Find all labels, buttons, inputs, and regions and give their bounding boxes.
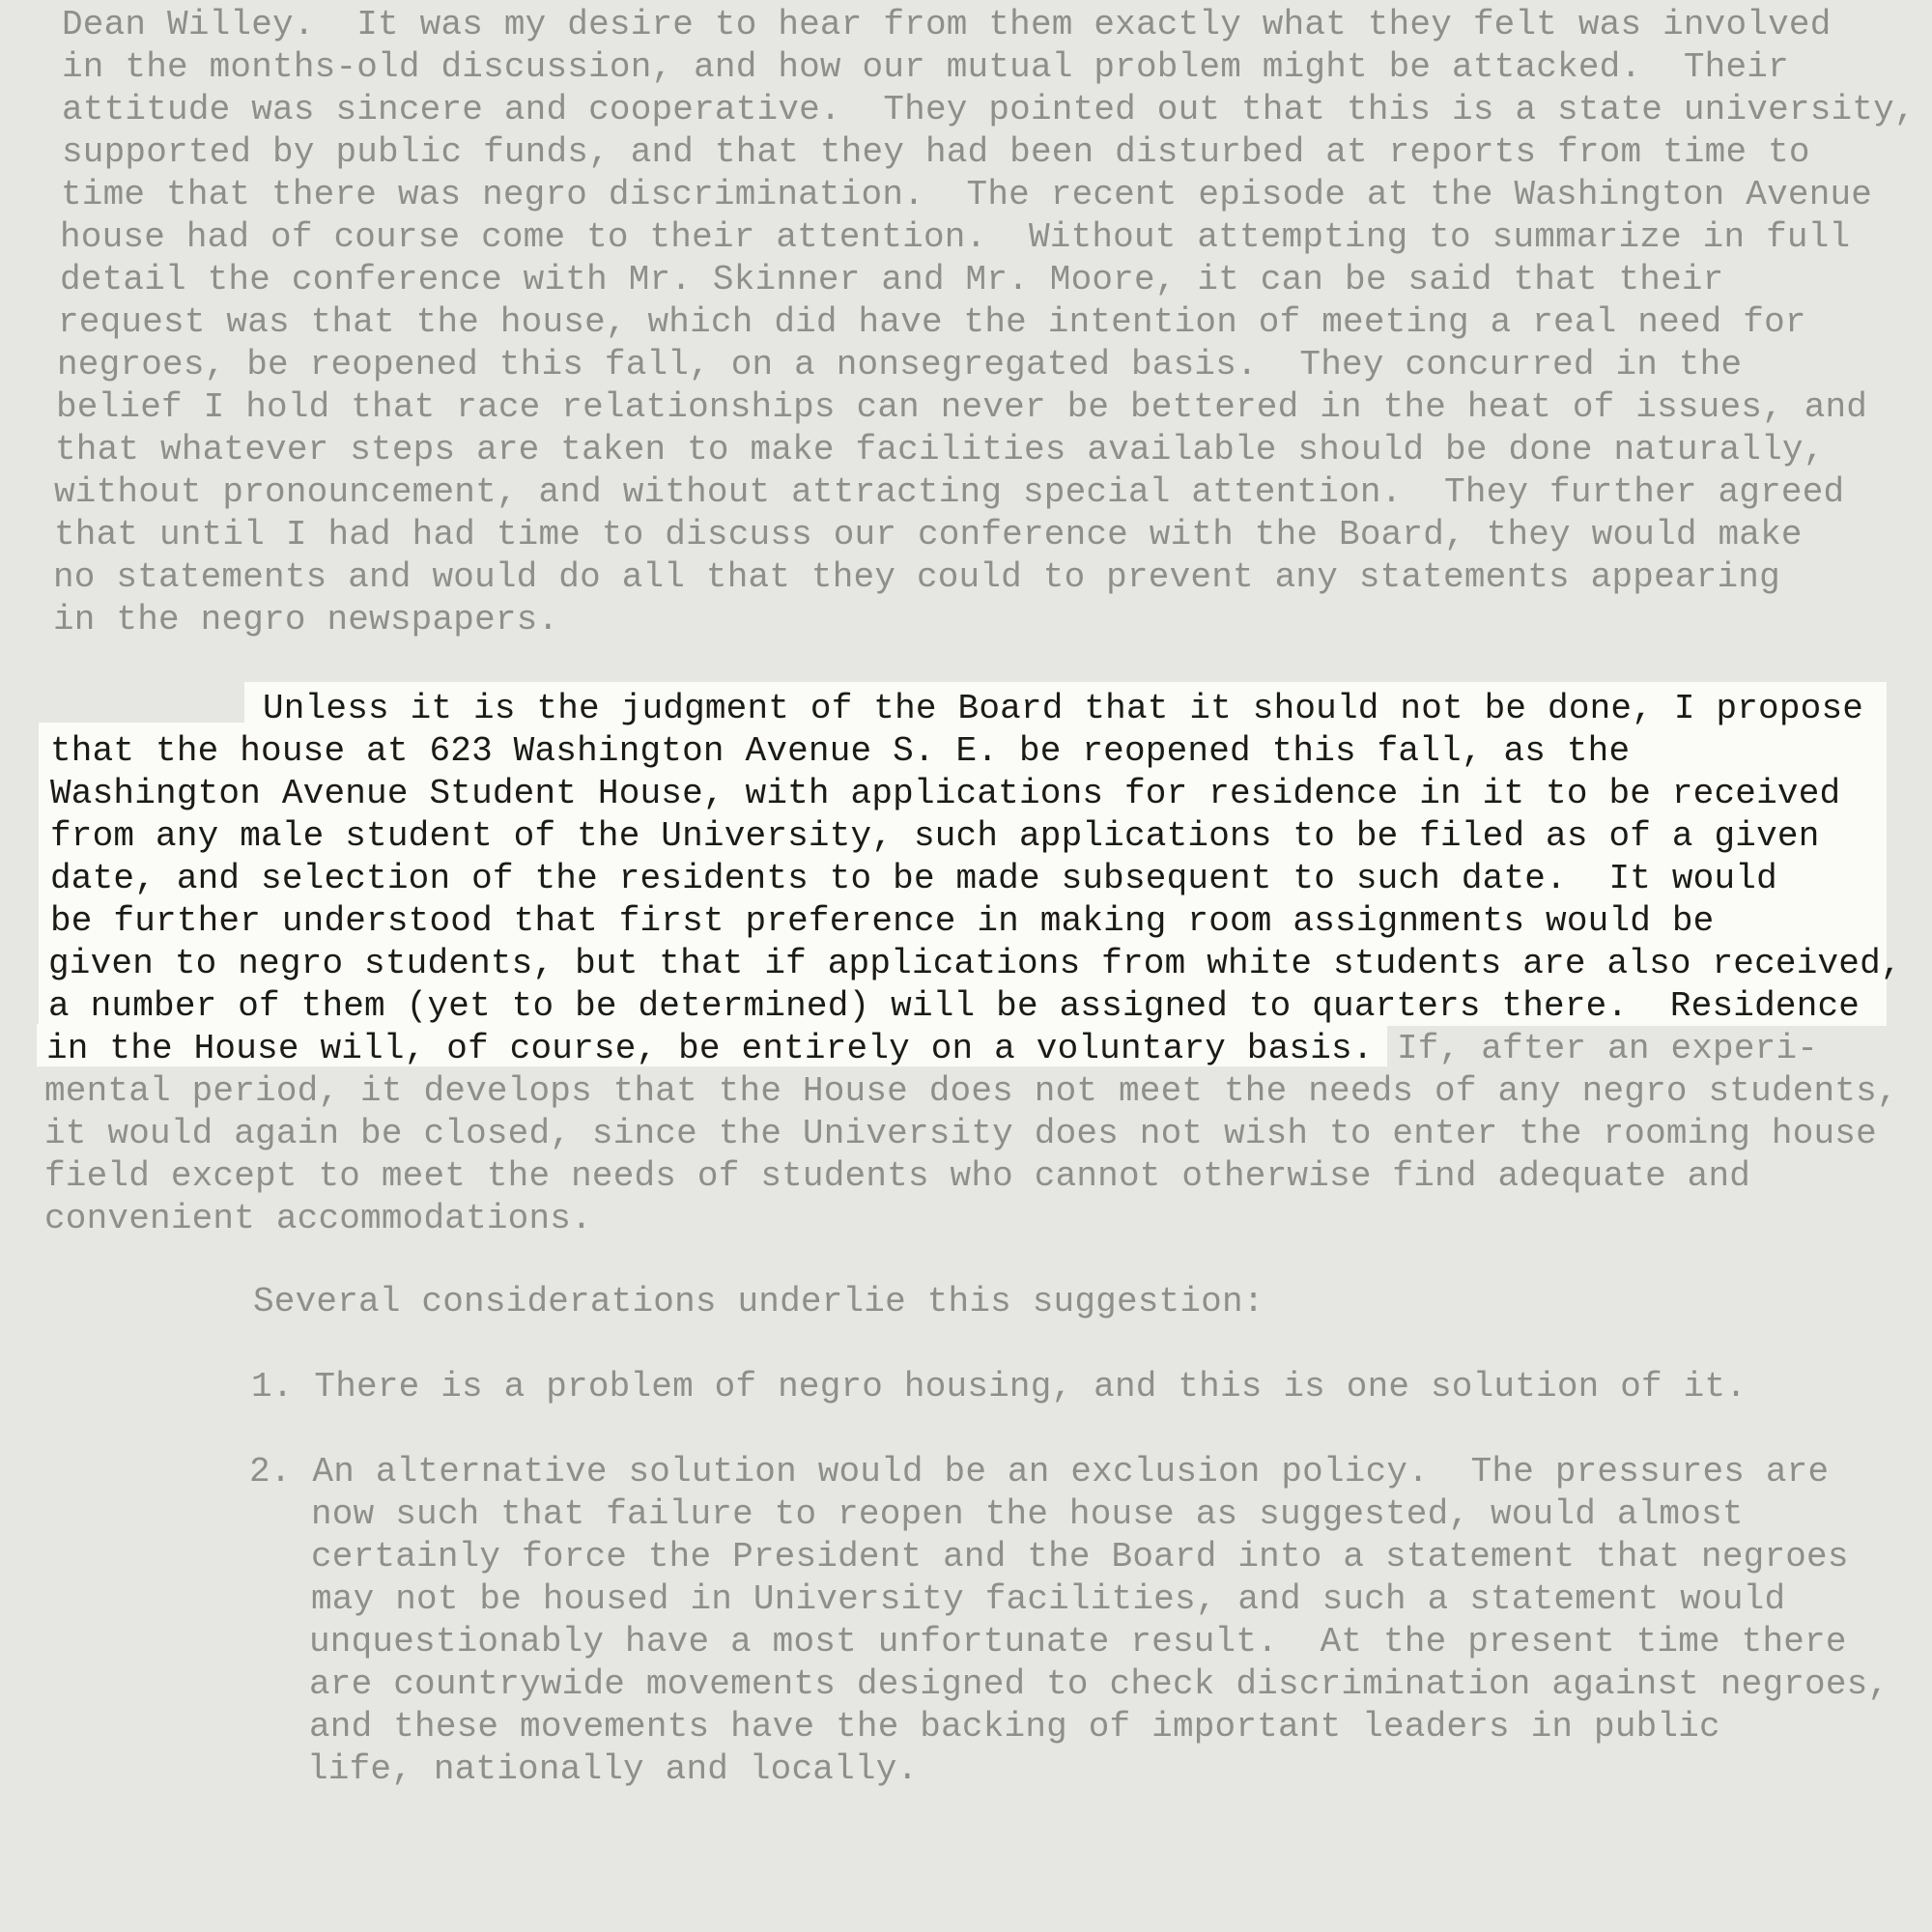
- text-line: certainly force the President and the Board into a statement that negroes: [311, 1537, 1849, 1577]
- text-line: in the months-old discussion, and how our mutual problem might be attacked. Their: [62, 47, 1789, 87]
- text-line: detail the conference with Mr. Skinner and Mr. Moore, it can be said that their: [60, 260, 1724, 299]
- text-line: life, nationally and locally.: [307, 1749, 919, 1789]
- text-line-highlighted: be further understood that first preference in making room assignments would be: [50, 901, 1715, 941]
- text-line-highlighted: in the House will, of course, be entirely on a voluntary basis.: [46, 1029, 1374, 1068]
- text-line: it would again be closed, since the University does not wish to enter the rooming house: [44, 1114, 1877, 1153]
- text-line-highlighted: that the house at 623 Washington Avenue S. E. be reopened this fall, as the: [50, 731, 1631, 771]
- text-line: 2. An alternative solution would be an exclusion policy. The pressures are: [249, 1452, 1830, 1492]
- text-line: unquestionably have a most unfortunate result. At the present time there: [309, 1622, 1847, 1662]
- text-line: without pronouncement, and without attracting special attention. They further agreed: [54, 472, 1845, 512]
- text-line: now such that failure to reopen the house as suggested, would almost: [311, 1494, 1744, 1534]
- consideration-item-1: 1. There is a problem of negro housing, and this is one solution of it.: [251, 1367, 1747, 1406]
- text-line-highlighted: Unless it is the judgment of the Board that it should not be done, I propose: [263, 689, 1864, 728]
- text-line: house had of course come to their attention. Without attempting to summarize in full: [60, 217, 1851, 257]
- text-line: are countrywide movements designed to check discrimination against negroes,: [309, 1664, 1889, 1704]
- text-line: Dean Willey. It was my desire to hear from them exactly what they felt was involved: [62, 5, 1832, 44]
- text-line-highlighted: from any male student of the University, such applications to be filed as of a given: [50, 816, 1820, 856]
- text-line: supported by public funds, and that they had been disturbed at reports from time to: [62, 132, 1810, 172]
- text-line: request was that the house, which did have the intention of meeting a real need for: [58, 302, 1806, 342]
- text-line-highlighted: Washington Avenue Student House, with applications for residence in it to be received: [50, 774, 1841, 813]
- text-line-highlighted: date, and selection of the residents to be made subsequent to such date. It would: [50, 859, 1777, 898]
- text-line: time that there was negro discrimination. The recent episode at the Washington Avenue: [61, 175, 1873, 214]
- text-line: convenient accommodations.: [44, 1199, 592, 1238]
- text-line-highlighted: a number of them (yet to be determined) will be assigned to quarters there. Residence: [48, 986, 1861, 1026]
- text-line: no statements and would do all that they could to prevent any statements appearing: [53, 557, 1780, 597]
- text-line: in the negro newspapers.: [53, 600, 559, 639]
- text-line: belief I hold that race relationships can never be bettered in the heat of issues, and: [56, 387, 1868, 427]
- text-line: field except to meet the needs of students who cannot otherwise find adequate and: [44, 1156, 1751, 1196]
- text-line: and these movements have the backing of important leaders in public: [309, 1707, 1720, 1747]
- text-line: negroes, be reopened this fall, on a nonsegregated basis. They concurred in the: [57, 345, 1743, 384]
- text-line: that whatever steps are taken to make facilities available should be done naturally,: [55, 430, 1825, 469]
- text-line: may not be housed in University facilities, and such a statement would: [311, 1579, 1786, 1619]
- considerations-intro: Several considerations underlie this suggestion:: [253, 1282, 1264, 1321]
- text-line: mental period, it develops that the House does not meet the needs of any negro students,: [44, 1071, 1898, 1111]
- text-line: attitude was sincere and cooperative. They pointed out that this is a state university,: [62, 90, 1916, 129]
- text-line: If, after an experi-: [1397, 1029, 1819, 1068]
- text-line-highlighted: given to negro students, but that if applications from white students are also received,: [48, 944, 1902, 983]
- text-line: that until I had had time to discuss our conference with the Board, they would make: [54, 515, 1803, 554]
